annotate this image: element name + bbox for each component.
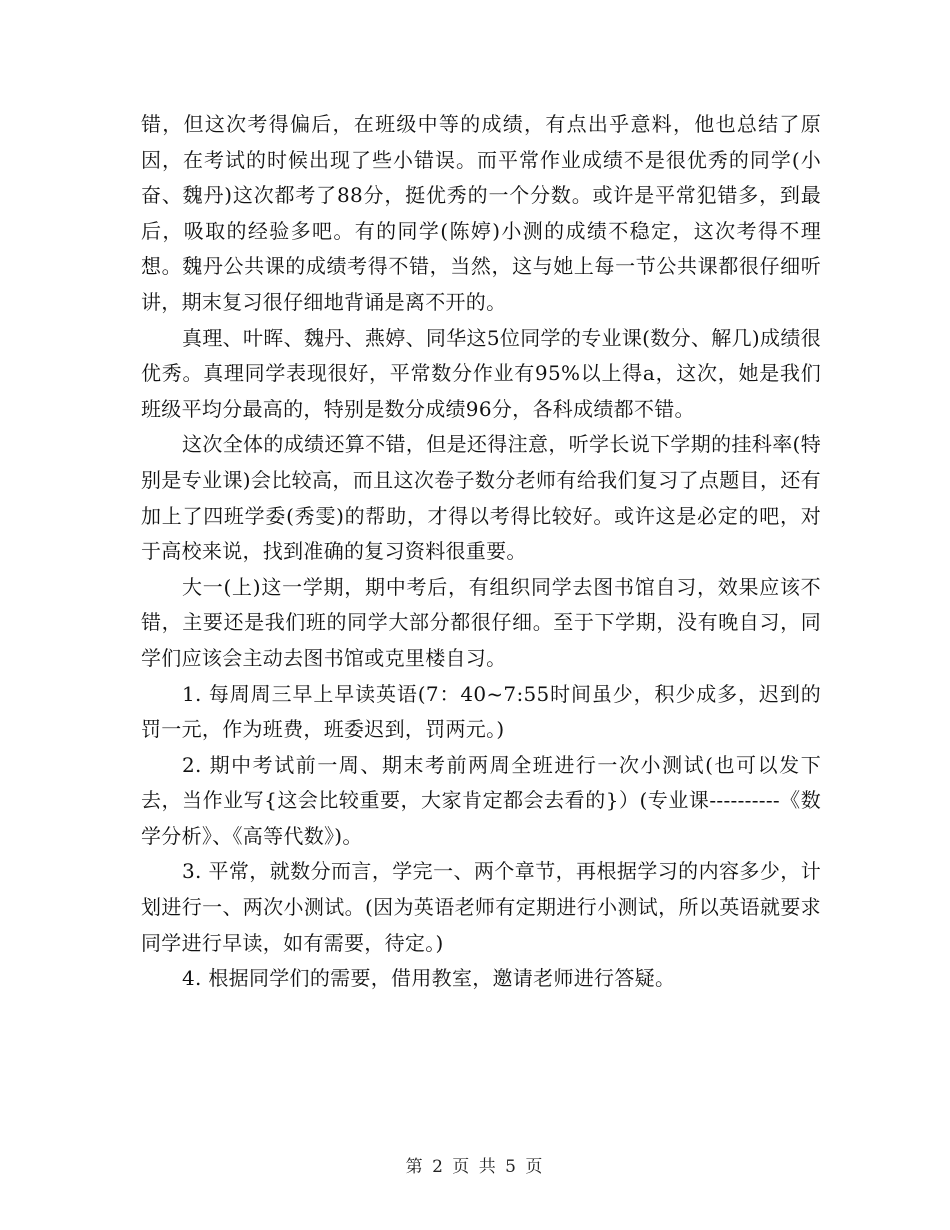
list-item-3: 3. 平常，就数分而言，学完一、两个章节，再根据学习的内容多少，计划进行一、两次小测试。(因为英语老师有定期进行小测试，所以英语就要求同学进行早读，如有需要，待定。) [141,859,821,955]
document-body [141,107,821,997]
paragraph-1: 错，但这次考得偏后，在班级中等的成绩，有点出乎意料，他也总结了原因，在考试的时候出现了些小错误。而平常作业成绩不是很优秀的同学(小奋、魏丹)这次都考了88分，挺优秀的一个分数。或许是平常犯错多，到最后，吸取的经验多吧。有的同学(陈婷)小测的成绩不稳定，这次考得不理想。魏丹公共课的成绩考得不错，当然，这与她上每一节公共课都很仔细听讲，期末复习很仔细地背诵是离不开的。 [141,112,821,314]
page-number-footer: 第 2 页 共 5 页 [405,1157,545,1177]
paragraph-2: 真理、叶晖、魏丹、燕婷、同华这5位同学的专业课(数分、解几)成绩很优秀。真理同学表现很好，平常数分作业有95%以上得a，这次，她是我们班级平均分最高的，特别是数分成绩96分，各科成绩都不错。 [141,325,821,421]
list-item-1: 1. 每周周三早上早读英语(7：40~7:55时间虽少，积少成多，迟到的罚一元，作为班费，班委迟到，罚两元。) [141,681,821,742]
paragraph-4: 大一(上)这一学期，期中考后，有组织同学去图书馆自习，效果应该不错，主要还是我们班的同学大部分都很仔细。至于下学期，没有晚自习，同学们应该会主动去图书馆或克里楼自习。 [141,574,821,670]
paragraph-3: 这次全体的成绩还算不错，但是还得注意，听学长说下学期的挂科率(特别是专业课)会比较高，而且这次卷子数分老师有给我们复习了点题目，还有加上了四班学委(秀雯)的帮助，才得以考得比较好。或许这是必定的吧，对于高校来说，找到准确的复习资料很重要。 [141,432,821,564]
list-item-4: 4. 根据同学们的需要，借用教室，邀请老师进行答疑。 [182,966,676,991]
list-item-2: 2. 期中考试前一周、期末考前两周全班进行一次小测试(也可以发下去，当作业写{这会比较重要，大家肯定都会去看的}）(专业课----------《数学分析》、《高等代数》)。 [141,752,821,848]
